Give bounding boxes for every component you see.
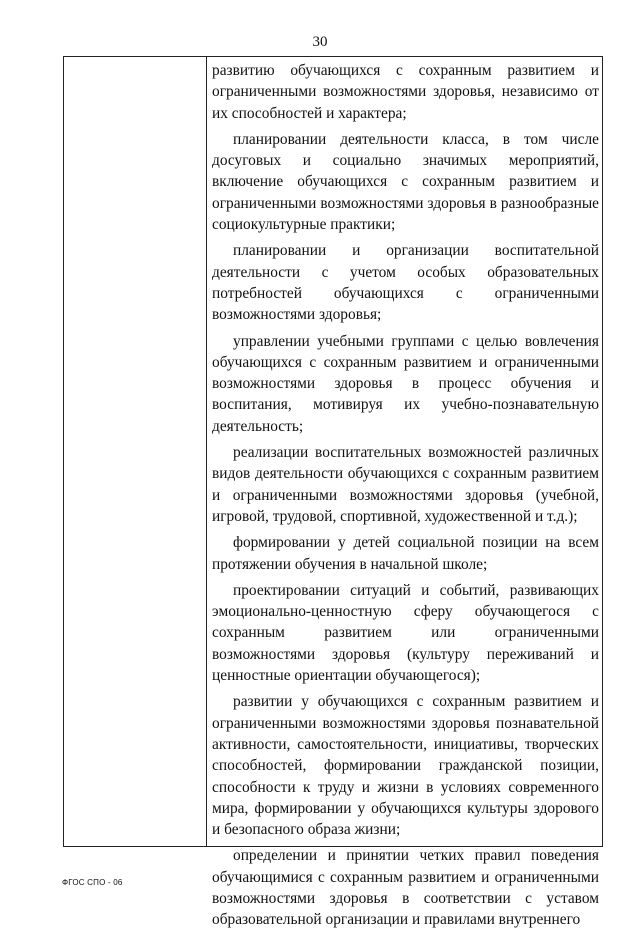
- column-divider: [206, 57, 207, 846]
- paragraph: развитию обучающихся с сохранным развитием и ограниченными возможностями здоровья, независимо от их способностей и характера;: [212, 62, 599, 122]
- paragraph: управлении учебными группами с целью вовлечения обучающихся с сохранным развитием и ограниченными возможностями здоровья в процесс обучения и воспитания, мотивируя их учебно-познавательную деятельность;: [212, 332, 599, 435]
- paragraph: развитии у обучающихся с сохранным развитием и ограниченными возможностями здоровья познавательной активности, самостоятельности, инициативы, творческих способностей, формировании гражданской позиции, способности к труду и жизни в условиях современного мира, формировании у обучающихся культуры здорового и безопасного образа жизни;: [212, 693, 599, 839]
- paragraph: планировании и организации воспитательной деятельности с учетом особых образовательных потребностей обучающихся с ограниченными возможностями здоровья;: [212, 242, 599, 324]
- paragraph: формировании у детей социальной позиции на всем протяжении обучения в начальной школе;: [212, 534, 599, 573]
- paragraph: проектировании ситуаций и событий, развивающих эмоционально-ценностную сферу обучающегося с сохранным развитием или ограниченными возможностями здоровья (культуру переживаний и ценностные ориентации обучающегося);: [212, 581, 599, 685]
- paragraph: реализации воспитательных возможностей различных видов деятельности обучающихся с сохранным развитием и ограниченными возможностями здоровья (учебной, игровой, трудовой, спортивной, художественной и т.д.);: [212, 444, 599, 525]
- footer-label: ФГОС СПО - 06: [62, 878, 123, 887]
- table-cell-text: [212, 60, 599, 931]
- paragraph: планировании деятельности класса, в том числе досуговых и социально значимых мероприятий, включение обучающихся с сохранным развитием и ограниченными возможностями здоровья в разнообразные социокультурные практики;: [212, 130, 599, 234]
- paragraph: определении и принятии четких правил поведения обучающимися с сохранным развитием и ограниченными возможностями здоровья в соответствии с уставом образовательной организации и правилами внутреннего: [212, 847, 599, 929]
- page-number: 30: [312, 34, 328, 50]
